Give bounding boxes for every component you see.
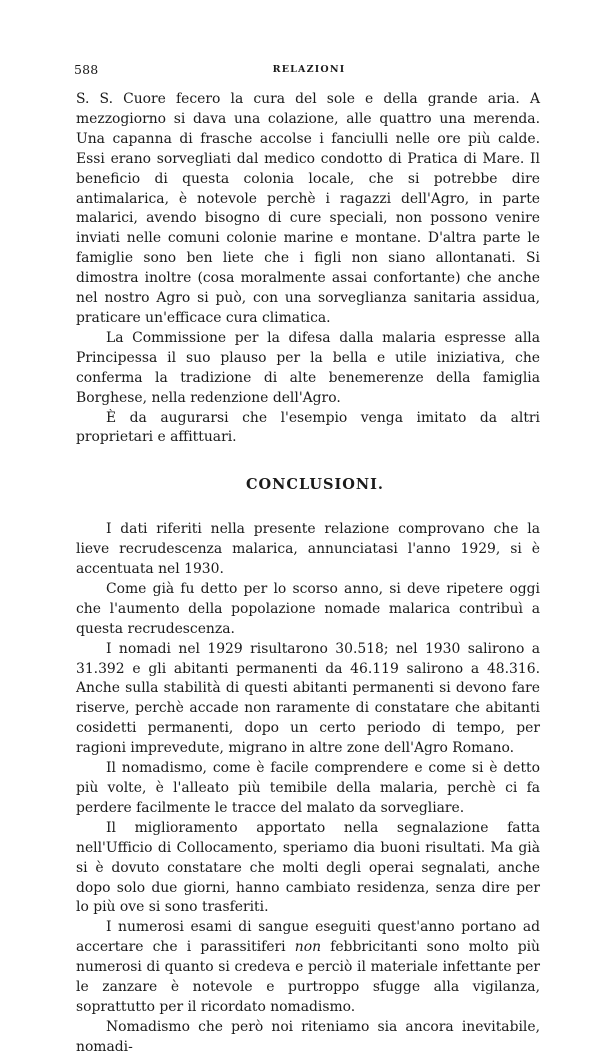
paragraph: Il miglioramento apportato nella segnalazione fatta nell'Ufficio di Collocamento, speriamo dia buoni risultati. Ma già si è dovuto constatare che molti degli operai segnalati, anche dopo solo due giorni, hanno cambiato residenza, senza dire per lo più ove si sono trasferiti.: [76, 819, 540, 916]
paragraph-text-before: I numerosi esami di sangue eseguiti quest'anno portano ad accertare che i parassitiferi: [76, 919, 540, 956]
paragraph-text-after: febbricitanti sono molto più numerosi di quanto si credeva e perciò il materiale infettante per le zanzare è notevole e purtroppo sfugge alla vigilanza, soprattutto per il ricordato nomadismo.: [76, 939, 540, 1015]
page-header: [74, 62, 544, 78]
section-heading-conclusioni: CONCLUSIONI.: [246, 476, 384, 494]
paragraph: La Commissione per la difesa dalla malaria espresse alla Principessa il suo plauso per la bella e utile iniziativa, che conferma la tradizione di alte benemerenze della famiglia Borghese, nella redenzione dell'Agro.: [76, 329, 540, 406]
body-text: [76, 90, 540, 1058]
paragraph: Come già fu detto per lo scorso anno, si deve ripetere oggi che l'aumento della popolazione nomade malarica contribuì a questa recrudescenza.: [76, 580, 540, 637]
paragraph: I nomadi nel 1929 risultarono 30.518; nel 1930 salirono a 31.392 e gli abitanti permanenti da 46.119 salirono a 48.316. Anche sulla stabilità di questi abitanti permanenti si devono fare riserve, perchè accade non raramente di constatare che abitanti cosidetti permanenti, dopo un certo periodo di tempo, per ragioni imprevedute, migrano in altre zone dell'Agro Romano.: [76, 640, 540, 757]
page-number: 588: [74, 62, 99, 77]
running-head: RELAZIONI: [272, 64, 346, 75]
paragraph: [76, 918, 540, 1018]
paragraph: I dati riferiti nella presente relazione comprovano che la lieve recrudescenza malarica, annunciatasi l'anno 1929, si è accentuata nel 1930.: [76, 521, 540, 578]
paragraph: Il nomadismo, come è facile comprendere e come si è detto più volte, è l'alleato più temibile della malaria, perchè ci fa perdere facilmente le tracce del malato da sorvegliare.: [76, 760, 540, 816]
paragraph: Nomadismo che però noi riteniamo sia ancora inevitabile, nomadi-: [76, 1018, 540, 1055]
paragraph: S. S. Cuore fecero la cura del sole e della grande aria. A mezzogiorno si dava una colazione, alle quattro una merenda. Una capanna di frasche accolse i fanciulli nelle ore più calde. Essi erano sorvegliati dal medico condotto di Pratica di Mare. Il beneficio di questa colonia locale, che si potrebbe dire antimalarica, è notevole perchè i ragazzi dell'Agro, in parte malarici, avendo bisogno di cure speciali, non possono venire inviati nelle comuni colonie marine e montane. D'altra parte le famiglie sono ben liete che i figli non siano allontanati. Si dimostra inoltre (cosa moralmente assai confortante) che anche nel nostro Agro si può, con una sorveglianza sanitaria assidua, praticare un'efficace cura climatica.: [76, 91, 540, 326]
paragraph: È da augurarsi che l'esempio venga imitato da altri proprietari e affittuari.: [76, 409, 540, 446]
emphasis-non: non: [294, 939, 322, 956]
